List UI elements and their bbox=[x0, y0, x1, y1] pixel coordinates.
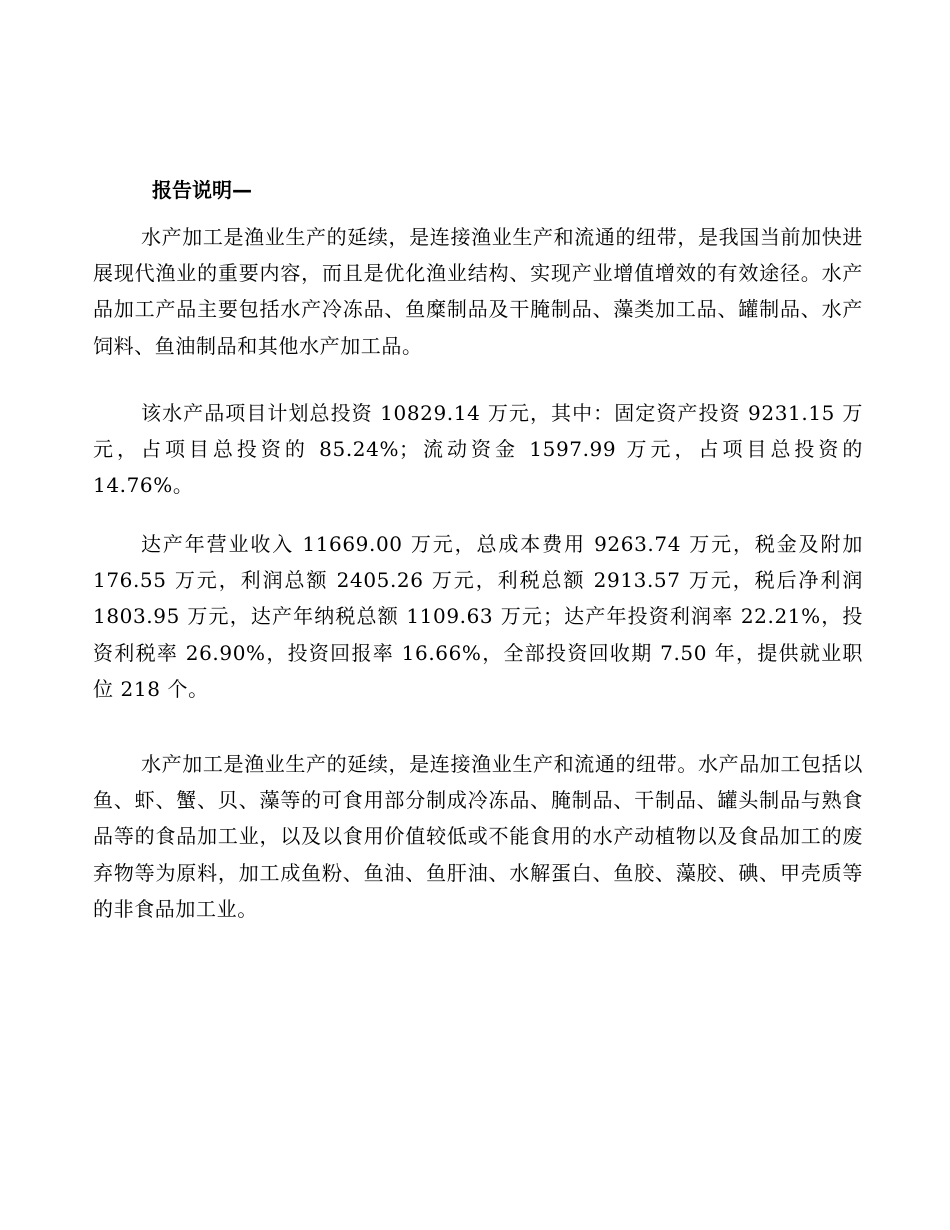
paragraph-financials: 达产年营业收入 11669.00 万元，总成本费用 9263.74 万元，税金及附加 176.55 万元，利润总额 2405.26 万元，利税总额 2913.57 万元，税后净利润 1803.95 万元，达产年纳税总额 1109.63 万元；达产年投资利润率 22.21%，投资利税率 26.90%，投资回报率 16.66%，全部投资回收期 7.50 年，提供就业职位 218 个。 bbox=[93, 532, 863, 701]
paragraph-investment: 该水产品项目计划总投资 10829.14 万元，其中：固定资产投资 9231.15 万元，占项目总投资的 85.24%；流动资金 1597.99 万元，占项目总投资的 14.76%。 bbox=[93, 401, 863, 498]
section-heading: 报告说明— bbox=[152, 178, 252, 202]
paragraph-processing-scope: 水产加工是渔业生产的延续，是连接渔业生产和流通的纽带。水产品加工包括以鱼、虾、蟹、贝、藻等的可食用部分制成冷冻品、腌制品、干制品、罐头制品与熟食品等的食品加工业，以及以食用价值较低或不能食用的水产动植物以及食品加工的废弃物等为原料，加工成鱼粉、鱼油、鱼肝油、水解蛋白、鱼胶、藻胶、碘、甲壳质等的非食品加工业。 bbox=[93, 752, 863, 921]
paragraph-intro: 水产加工是渔业生产的延续，是连接渔业生产和流通的纽带，是我国当前加快进展现代渔业的重要内容，而且是优化渔业结构、实现产业增值增效的有效途径。水产品加工产品主要包括水产冷冻品、鱼糜制品及干腌制品、藻类加工品、罐制品、水产饲料、鱼油制品和其他水产加工品。 bbox=[93, 225, 863, 358]
